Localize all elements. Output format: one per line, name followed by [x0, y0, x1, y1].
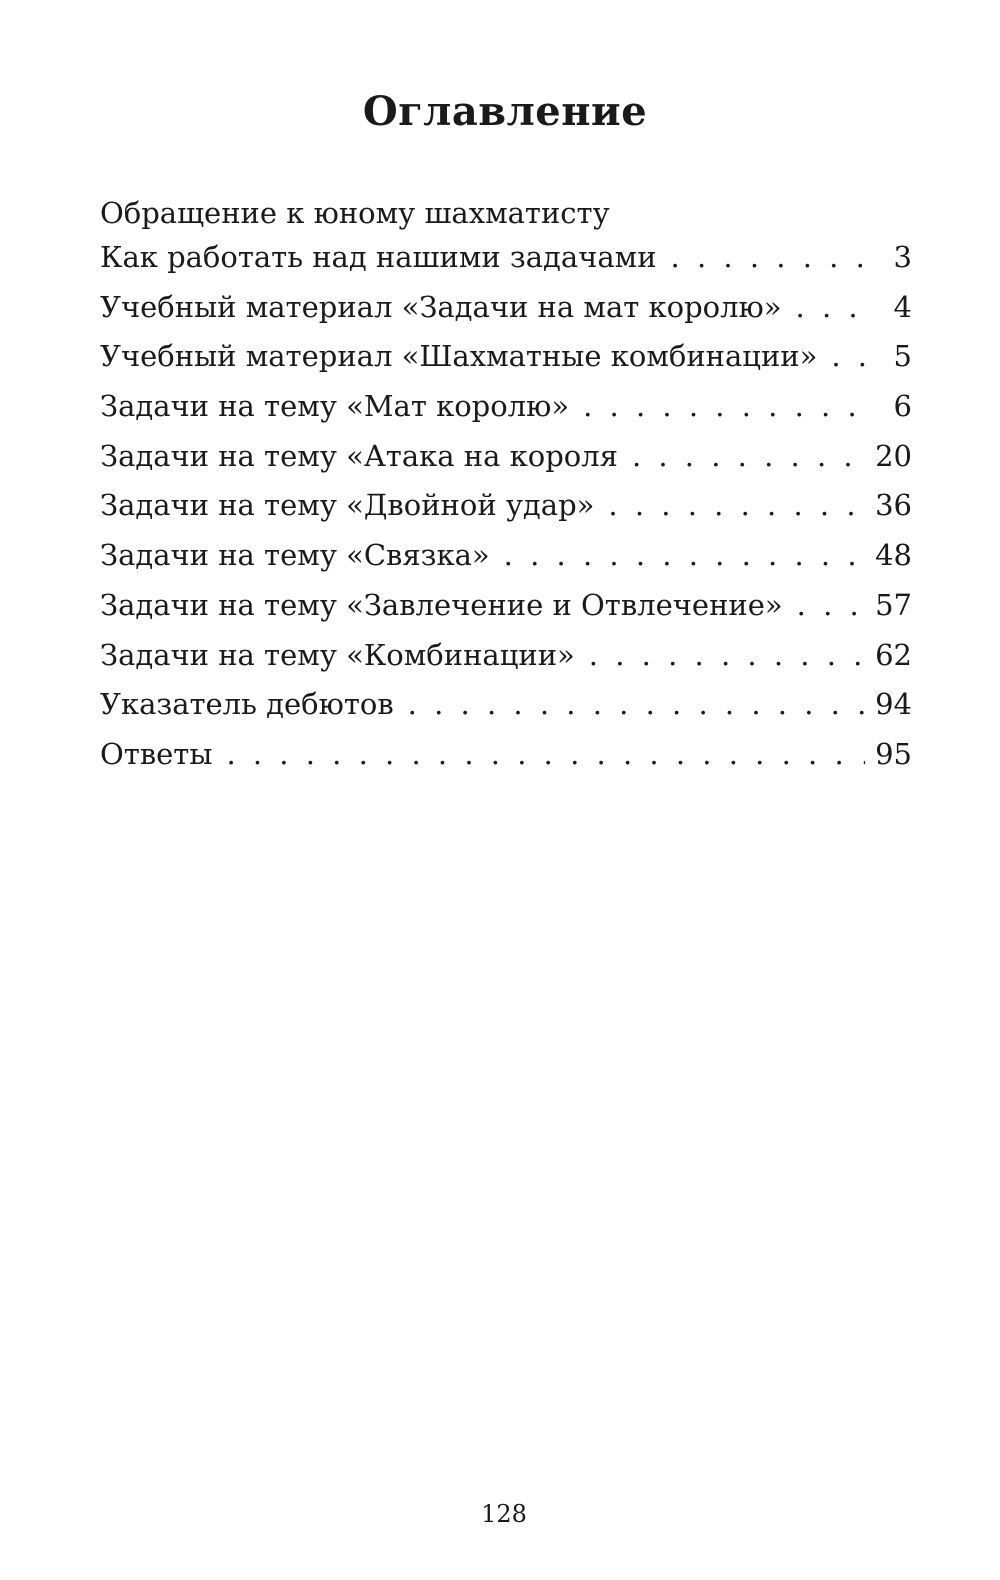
- toc-entry-page: 48: [875, 538, 912, 573]
- toc-dot-leader: [212, 730, 865, 780]
- toc-dot-leader: [817, 332, 872, 382]
- toc-entry-label: Учебный материал «Шахматные комбинации»: [100, 339, 818, 374]
- toc-dot-leader: [783, 581, 865, 631]
- toc-entry-page: 36: [875, 488, 912, 523]
- toc-entry-page: 20: [875, 438, 912, 473]
- toc-entry: [100, 680, 912, 730]
- toc-entry-label: Задачи на тему «Атака на короля: [100, 438, 618, 473]
- toc-entry-label: Задачи на тему «Двойной удар»: [100, 488, 595, 523]
- toc-entry-label: Задачи на тему «Мат королю»: [100, 389, 570, 424]
- page-number: 128: [481, 1500, 527, 1528]
- toc-entry: [100, 631, 912, 681]
- toc-dot-leader: [657, 233, 872, 283]
- toc-entry: [100, 432, 912, 482]
- table-of-contents: [100, 193, 912, 780]
- toc-entry-page: 5: [893, 339, 912, 374]
- toc-dot-leader: [575, 631, 865, 681]
- toc-entry: [100, 581, 912, 631]
- toc-entry-page: 6: [893, 389, 912, 424]
- toc-entry: [100, 332, 912, 382]
- toc-intro: Обращение к юному шахматисту: [100, 196, 610, 230]
- toc-entry-label: Учебный материал «Задачи на мат королю»: [100, 289, 782, 324]
- toc-entry-label: Задачи на тему «Завлечение и Отвлечение»: [100, 587, 783, 622]
- toc-entry-page: 94: [875, 687, 912, 722]
- page-title: Оглавление: [362, 88, 648, 135]
- toc-entry: [100, 481, 912, 531]
- toc-entry-page: 95: [875, 736, 912, 771]
- toc-dot-leader: [618, 432, 865, 482]
- toc-entry-label: Ответы: [100, 736, 213, 771]
- toc-entry: [100, 283, 912, 333]
- toc-entry-page: 57: [875, 587, 912, 622]
- toc-entry-label: Указатель дебютов: [100, 687, 394, 722]
- toc-entry-label: Задачи на тему «Связка»: [100, 538, 490, 573]
- toc-entry-label: Задачи на тему «Комбинации»: [100, 637, 575, 672]
- toc-dot-leader: [490, 531, 865, 581]
- toc-dot-leader: [594, 481, 865, 531]
- toc-entry-label: Как работать над нашими задачами: [100, 240, 657, 274]
- toc-dot-leader: [782, 283, 872, 333]
- toc-entry-page: 3: [893, 240, 912, 274]
- toc-dot-leader: [569, 382, 872, 432]
- toc-entry: [100, 233, 912, 283]
- toc-entry-page: 4: [893, 289, 912, 324]
- toc-entry: [100, 531, 912, 581]
- toc-entry: [100, 382, 912, 432]
- toc-entry: [100, 730, 912, 780]
- toc-dot-leader: [394, 680, 865, 730]
- toc-entry-page: 62: [875, 637, 912, 672]
